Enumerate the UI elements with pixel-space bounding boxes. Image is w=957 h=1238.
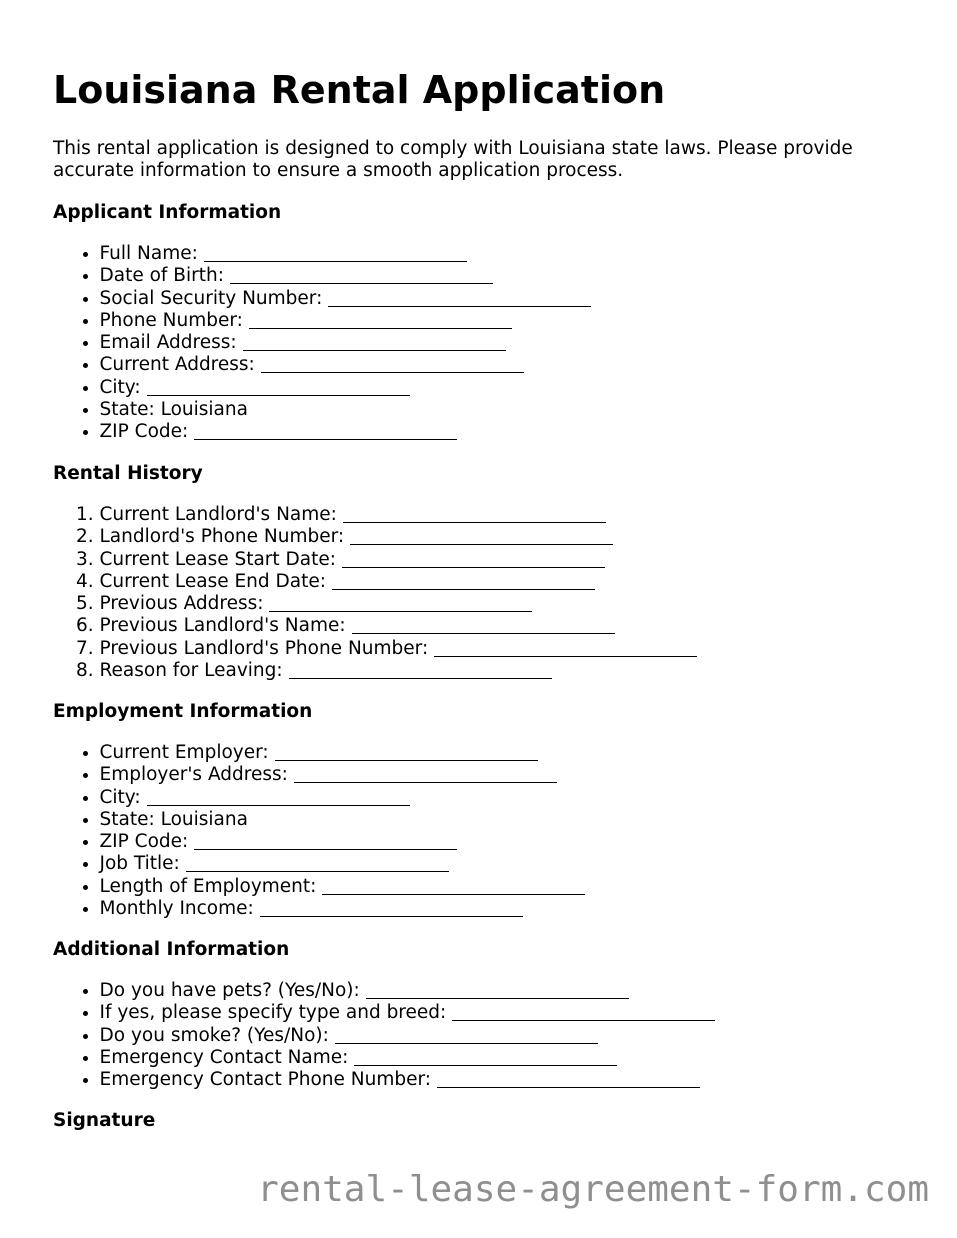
employment-section-heading: Employment Information — [53, 701, 313, 722]
lease-end-date-blank[interactable] — [332, 588, 595, 590]
additional-fields-list — [53, 980, 715, 1091]
field-pet-type-breed — [100, 1002, 716, 1024]
date-of-birth-blank[interactable] — [230, 282, 493, 284]
watermark-text: rental-lease-agreement-form.com — [257, 1169, 929, 1210]
field-label: ZIP Code: — [99, 831, 189, 853]
field-landlord-phone-number — [100, 526, 698, 548]
field-emergency-contact-name — [100, 1047, 716, 1069]
field-label: If yes, please specify type and breed: — [99, 1002, 447, 1024]
emergency-contact-phone-blank[interactable] — [437, 1086, 700, 1088]
field-label: Do you have pets? (Yes/No): — [99, 980, 360, 1001]
field-label: Previous Landlord's Name: — [99, 615, 346, 637]
rental-history-fields-list — [53, 504, 697, 682]
field-label: Job Title: — [99, 853, 180, 875]
field-label: City: — [99, 786, 141, 808]
intro-paragraph: This rental application is designed to comply with Louisiana state laws. Please provide accurate information to ensure a smooth application process. — [53, 138, 853, 182]
employer-address-blank[interactable] — [294, 781, 557, 783]
current-address-blank[interactable] — [261, 371, 524, 373]
field-label: Monthly Income: — [99, 898, 254, 920]
field-smoke — [100, 1025, 716, 1047]
field-full-name — [100, 243, 592, 265]
field-label: State: Louisiana — [99, 808, 248, 830]
field-date-of-birth — [100, 265, 592, 287]
field-label: Previous Landlord's Phone Number: — [99, 637, 429, 659]
rental-history-section-heading: Rental History — [53, 463, 203, 484]
field-label: Email Address: — [99, 332, 237, 354]
job-title-blank[interactable] — [186, 870, 449, 872]
field-reason-for-leaving — [100, 660, 698, 682]
field-lease-end-date — [100, 571, 698, 593]
field-email-address — [100, 332, 592, 354]
signature-section-heading: Signature — [53, 1110, 156, 1131]
employment-fields-list — [53, 742, 585, 920]
field-label: Emergency Contact Phone Number: — [99, 1069, 431, 1091]
field-label: Date of Birth: — [99, 265, 224, 287]
emergency-contact-name-blank[interactable] — [354, 1064, 617, 1066]
previous-landlord-phone-blank[interactable] — [434, 655, 697, 657]
field-label: Landlord's Phone Number: — [99, 526, 345, 548]
current-landlord-name-blank[interactable] — [343, 521, 606, 523]
field-phone-number — [100, 310, 592, 332]
field-label: Phone Number: — [99, 309, 243, 331]
field-label: Current Lease Start Date: — [99, 548, 336, 570]
field-label: ZIP Code: — [99, 421, 189, 443]
field-label: Social Security Number: — [99, 287, 323, 309]
landlord-phone-number-blank[interactable] — [350, 543, 613, 545]
pet-type-breed-blank[interactable] — [452, 1019, 715, 1021]
monthly-income-blank[interactable] — [260, 915, 523, 917]
email-address-blank[interactable] — [243, 349, 506, 351]
reason-for-leaving-blank[interactable] — [289, 677, 552, 679]
field-label: Length of Employment: — [99, 875, 317, 897]
field-label: Previous Address: — [99, 593, 264, 615]
pets-blank[interactable] — [366, 997, 629, 999]
field-employer-zip-code — [100, 831, 586, 853]
field-label: Emergency Contact Name: — [99, 1046, 349, 1068]
field-state — [100, 399, 592, 421]
field-label: Employer's Address: — [99, 764, 288, 786]
additional-section-heading: Additional Information — [53, 939, 290, 960]
field-previous-address — [100, 593, 698, 615]
field-label: Full Name: — [99, 243, 198, 264]
field-label: Current Employer: — [99, 742, 269, 763]
field-label: Do you smoke? (Yes/No): — [99, 1024, 329, 1046]
full-name-blank[interactable] — [204, 260, 467, 262]
field-label: State: Louisiana — [99, 399, 248, 421]
previous-landlord-name-blank[interactable] — [352, 632, 615, 634]
field-current-address — [100, 354, 592, 376]
applicant-fields-list — [53, 243, 591, 444]
field-pets — [100, 980, 716, 1002]
phone-number-blank[interactable] — [249, 327, 512, 329]
field-length-of-employment — [100, 876, 586, 898]
lease-start-date-blank[interactable] — [342, 566, 605, 568]
field-employer-state — [100, 809, 586, 831]
field-label: Reason for Leaving: — [99, 660, 283, 682]
field-city — [100, 377, 592, 399]
length-of-employment-blank[interactable] — [322, 893, 585, 895]
zip-code-blank[interactable] — [194, 438, 457, 440]
applicant-section-heading: Applicant Information — [53, 202, 282, 223]
ssn-blank[interactable] — [328, 305, 591, 307]
field-label: Current Address: — [99, 354, 255, 376]
field-employer-address — [100, 764, 586, 786]
field-job-title — [100, 853, 586, 875]
field-emergency-contact-phone — [100, 1069, 716, 1091]
field-label: Current Landlord's Name: — [99, 504, 337, 525]
employer-city-blank[interactable] — [147, 804, 410, 806]
page-title: Louisiana Rental Application — [53, 68, 666, 112]
employer-zip-code-blank[interactable] — [194, 848, 457, 850]
field-employer-city — [100, 787, 586, 809]
field-label: Current Lease End Date: — [99, 570, 326, 592]
current-employer-blank[interactable] — [275, 759, 538, 761]
field-current-landlord-name — [100, 504, 698, 526]
field-lease-start-date — [100, 549, 698, 571]
field-label: City: — [99, 376, 141, 398]
field-ssn — [100, 288, 592, 310]
previous-address-blank[interactable] — [269, 610, 532, 612]
field-zip-code — [100, 421, 592, 443]
field-previous-landlord-phone — [100, 638, 698, 660]
field-current-employer — [100, 742, 586, 764]
city-blank[interactable] — [147, 394, 410, 396]
field-monthly-income — [100, 898, 586, 920]
smoke-blank[interactable] — [335, 1042, 598, 1044]
field-previous-landlord-name — [100, 615, 698, 637]
